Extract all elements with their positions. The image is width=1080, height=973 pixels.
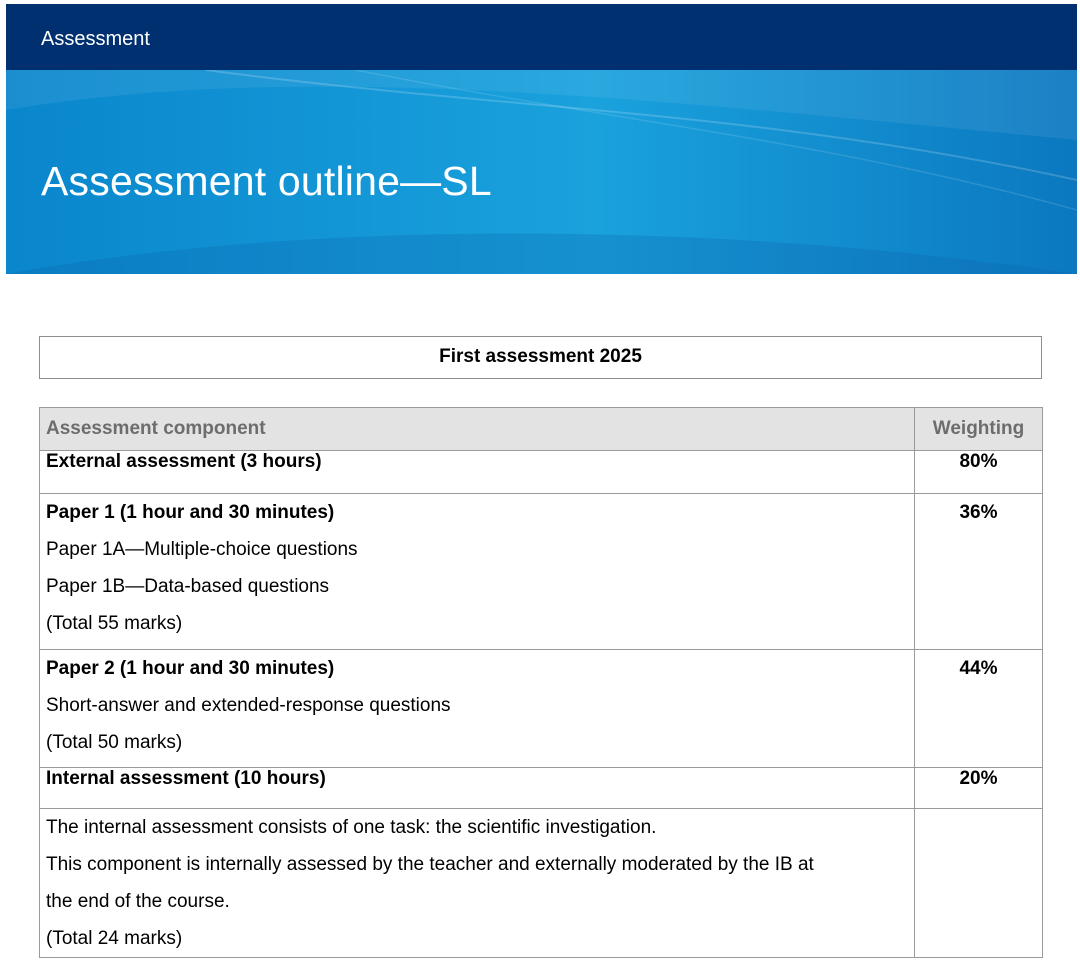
internal-description-weight-cell: [915, 809, 1043, 958]
internal-assessment-weight: 20%: [915, 768, 1043, 809]
table-header-row: [40, 408, 1043, 451]
internal-description-line: the end of the course.: [46, 891, 230, 912]
internal-marks: (Total 24 marks): [46, 928, 183, 949]
paper1-marks: (Total 55 marks): [46, 613, 183, 634]
paper2-weight-cell: [915, 650, 1043, 768]
external-assessment-weight: 80%: [915, 451, 1043, 494]
paper1-line: Paper 1A—Multiple-choice questions: [46, 539, 358, 560]
paper2-title: Paper 2 (1 hour and 30 minutes): [46, 658, 335, 679]
paper1-cell: [40, 494, 915, 650]
table-row: [40, 451, 1043, 494]
paper2-marks: (Total 50 marks): [46, 732, 183, 753]
table-row: [40, 494, 1043, 650]
paper1-weight-cell: [915, 494, 1043, 650]
paper2-weight: 44%: [959, 658, 998, 679]
column-header-component: Assessment component: [40, 408, 915, 451]
paper1-weight: 36%: [959, 502, 998, 523]
section-label: Assessment: [41, 28, 150, 50]
paper1-title: Paper 1 (1 hour and 30 minutes): [46, 502, 335, 523]
internal-description-cell: [40, 809, 915, 958]
column-header-weighting: Weighting: [915, 408, 1043, 451]
table-row: [40, 809, 1043, 958]
table-row: [40, 768, 1043, 809]
paper2-cell: [40, 650, 915, 768]
paper2-line: Short-answer and extended-response questions: [46, 695, 451, 716]
internal-description-line: This component is internally assessed by the teacher and externally moderated by the IB at: [46, 854, 814, 875]
internal-description-line: The internal assessment consists of one task: the scientific investigation.: [46, 817, 657, 838]
table-row: [40, 650, 1043, 768]
paper1-line: Paper 1B—Data-based questions: [46, 576, 330, 597]
internal-assessment-label: Internal assessment (10 hours): [40, 768, 915, 809]
assessment-table: [39, 407, 1043, 958]
section-header-bar: [6, 4, 1077, 70]
first-assessment-box: First assessment 2025: [39, 336, 1042, 379]
title-banner: [6, 70, 1077, 274]
page-title: Assessment outline—SL: [41, 158, 492, 204]
external-assessment-label: External assessment (3 hours): [40, 451, 915, 494]
